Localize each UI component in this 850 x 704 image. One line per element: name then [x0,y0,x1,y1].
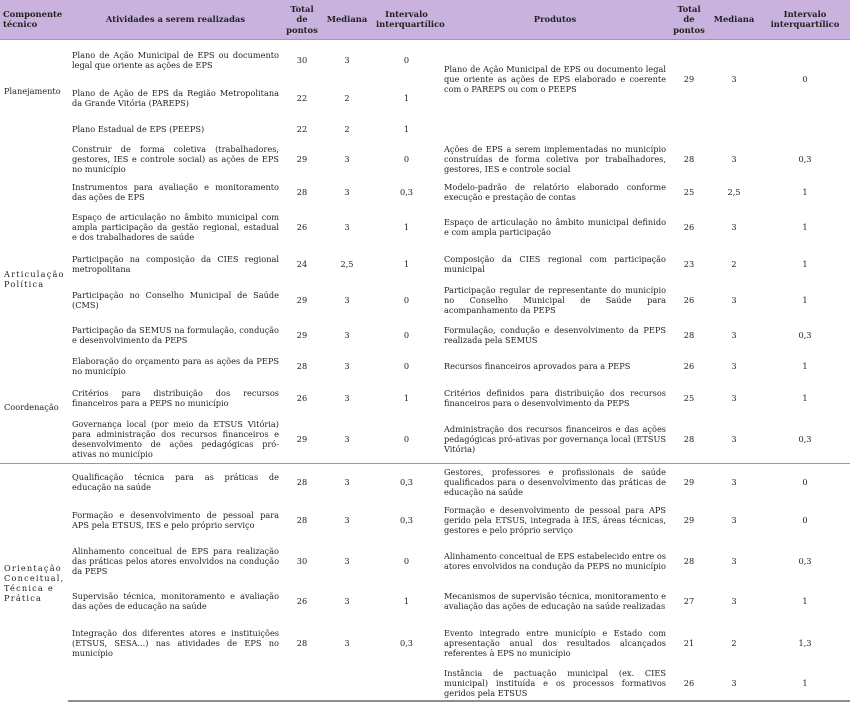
header-median-products: Mediana [708,0,760,39]
activity-cell: Plano de Ação de EPS da Região Metropolitana da Grande Vitória (PAREPS) [72,88,279,109]
product-iqr: 1 [802,295,808,306]
product-median: 3 [731,515,737,526]
product-iqr: 0,3 [798,154,812,165]
activity-total: 29 [296,434,308,444]
product-cell: Administração dos recursos financeiros e das ações pedagógicas pró-ativas por governança local (ETSUS Vitória) [444,424,666,454]
header-iqr: Intervalo interquartílico [373,0,440,39]
header-iqr-products: Intervalo interquartílico [760,0,850,39]
activity-cell: Instrumentos para avaliação e monitoramento das ações de EPS [72,182,279,203]
product-total: 25 [683,187,695,198]
activity-cell: Formação e desenvolvimento de pessoal para APS pela ETSUS, IES e pelo próprio serviço [72,510,279,531]
product-iqr: 0,3 [798,556,812,567]
product-total: 23 [683,259,695,270]
product-median: 3 [708,463,760,499]
activity-median: 3 [344,54,350,65]
component-articulacao: Articulação Política [4,269,65,290]
activity-total: 24 [296,259,308,270]
product-median: 3 [731,330,737,341]
table-row [0,177,850,207]
activity-median: 3 [344,596,350,607]
product-iqr: 0,3 [798,330,812,341]
product-median: 3 [731,361,737,372]
product-cell: Alinhamento conceitual de EPS estabelecido entre os atores envolvidos na condução da PEPS no município [444,551,666,572]
activity-total: 28 [296,187,308,198]
product-total: 29 [683,515,695,526]
table-row [0,665,850,701]
product-median: 3 [731,295,737,306]
activity-total: 29 [296,154,308,165]
activity-total: 28 [296,515,308,526]
product-median: 3 [731,393,737,404]
table-row [0,463,850,499]
activity-cell: Participação da SEMUS na formulação, condução e desenvolvimento da PEPS [72,325,279,346]
activity-cell: Espaço de articulação no âmbito municipal com ampla participação da gestão regional, estadual e dos trabalhadores de saúde [72,212,279,243]
activity-cell: Participação na composição da CIES regional metropolitana [72,254,279,275]
activity-cell: Participação no Conselho Municipal de Saúde (CMS) [72,290,279,311]
table-row [0,541,850,581]
activity-total: 26 [296,596,308,607]
product-iqr: 1 [802,222,808,233]
table-row [0,141,850,177]
product-iqr: 1 [760,665,850,701]
product-total: 28 [683,154,695,165]
activity-cell: Elaboração do orçamento para as ações da PEPS no município [72,356,279,377]
product-iqr: 1 [802,393,808,404]
activity-total: 28 [296,361,308,372]
product-iqr: 1 [802,259,808,270]
activity-median: 3 [344,638,350,649]
header-component: Componente técnico [0,0,68,39]
activity-median: 3 [344,515,350,526]
product-median: 2 [731,638,737,649]
activity-cell: Alinhamento conceitual de EPS para realização das práticas pelos atores envolvidos na condução da PEPS [72,546,279,577]
product-cell: Critérios definidos para distribuição dos recursos financeiros para o desenvolvimento da PEPS [444,388,666,409]
activity-total: 29 [296,330,308,341]
activity-iqr: 0,3 [399,187,414,198]
product-cell: Evento integrado entre município e Estado com apresentação anual dos resultados alcançados referentes à EPS no município [444,628,666,659]
activity-cell: Supervisão técnica, monitoramento e avaliação das ações de educação na saúde [72,591,279,612]
product-cell: Ações de EPS a serem implementadas no município construídas de forma coletiva por trabalhadores, gestores, IES e controle social [444,144,666,175]
product-cell: Espaço de articulação no âmbito municipal definido e com ampla participação [444,217,666,238]
product-iqr: 0 [802,515,808,526]
activity-iqr: 0 [403,330,410,341]
product-total: 28 [683,556,695,567]
activity-cell: Construir de forma coletiva (trabalhadores, gestores, IES e controle social) as ações de EPS no município [72,144,279,175]
activity-iqr: 0 [403,434,410,444]
product-median: 2,5 [727,187,741,198]
table-row [0,247,850,281]
activity-iqr: 1 [403,124,410,135]
product-median: 3 [731,73,737,84]
table-row [0,499,850,541]
table-row [0,319,850,351]
activity-median: 3 [344,361,350,372]
product-total: 29 [670,463,708,499]
activity-median: 3 [344,154,350,165]
activity-total: 26 [296,393,308,404]
activity-total: 22 [296,124,308,135]
activity-median: 2,5 [340,259,354,270]
product-median: 3 [731,556,737,567]
table-row [0,621,850,665]
product-median: 3 [731,222,737,233]
product-cell: Gestores, professores e profissionais de saúde qualificados para o desenvolvimento das práticas de educação na saúde [440,463,670,499]
activity-total: 29 [296,295,308,306]
activity-iqr: 0 [403,54,410,65]
activity-median: 3 [344,434,350,444]
activity-cell: Plano Estadual de EPS (PEEPS) [72,124,205,135]
activity-iqr: 1 [403,596,410,607]
product-iqr: 1,3 [798,638,812,649]
component-coordenacao: Coordenação [4,402,59,412]
product-cell: Formulação, condução e desenvolvimento da PEPS realizada pela SEMUS [444,325,666,346]
product-cell: Composição da CIES regional com participação municipal [444,254,666,275]
activity-cell: Critérios para distribuição dos recursos financeiros para a PEPS no município [72,388,279,409]
product-total: 28 [683,330,695,341]
activity-cell: Qualificação técnica para as práticas de educação na saúde [68,463,283,499]
activity-total: 22 [296,93,308,104]
activity-iqr: 1 [403,222,410,233]
product-total: 26 [683,361,695,372]
component-orientacao: Orientação Conceitual, Técnica e Prática [0,463,68,701]
activity-cell: Integração dos diferentes atores e instituições (ETSUS, SESA...) nas atividades de EPS no município [72,628,279,659]
product-total: 29 [683,73,695,84]
activity-iqr: 0,3 [373,463,440,499]
activity-total: 26 [296,222,308,233]
table-row [0,415,850,463]
activity-median: 3 [321,463,373,499]
header-products: Produtos [440,0,670,39]
activity-iqr: 0 [403,154,410,165]
product-total: 28 [683,434,695,444]
activity-iqr: 0,3 [399,515,414,526]
activity-iqr: 1 [403,259,410,270]
activity-median: 3 [344,330,350,341]
table-row [0,207,850,247]
activity-cell: Plano de Ação Municipal de EPS ou documento legal que oriente as ações de EPS [72,49,279,70]
table-row [0,117,850,141]
activity-median: 3 [344,187,350,198]
product-total: 26 [683,295,695,306]
table-row [0,281,850,319]
header-activities: Atividades a serem realizadas [68,0,283,39]
table-row [0,581,850,621]
activity-total: 30 [296,54,308,65]
product-iqr: 1 [802,361,808,372]
table-row [0,351,850,381]
activity-median: 2 [344,124,350,135]
header-total-products: Total de pontos [670,0,708,39]
product-total: 27 [683,596,695,607]
activity-iqr: 1 [403,93,410,104]
product-median: 2 [731,259,737,270]
header-total: Total de pontos [283,0,321,39]
product-iqr: 0 [760,463,850,499]
activity-median: 3 [344,556,350,567]
table-row [0,39,850,79]
product-iqr: 0,3 [798,434,812,444]
product-median: 3 [731,154,737,165]
activity-iqr: 1 [403,393,410,404]
table-row [0,381,850,415]
header-median: Mediana [321,0,373,39]
activity-total: 30 [296,556,308,567]
product-median: 3 [731,434,737,444]
activity-iqr: 0 [403,295,410,306]
activity-iqr: 0 [403,556,410,567]
product-cell: Participação regular de representante do município no Conselho Municipal de Saúde para acompanhamento da PEPS [444,285,666,316]
product-total: 26 [670,665,708,701]
product-cell: Instância de pactuação municipal (ex. CIES municipal) instituída e os processos formativos geridos pela ETSUS [440,665,670,701]
activity-median: 2 [344,93,350,104]
activity-iqr: 0,3 [399,638,414,649]
product-cell: Formação e desenvolvimento de pessoal para APS gerido pela ETSUS, integrada à IES, áreas técnicas, gestores e pelo próprio serviço [444,505,666,536]
activity-iqr: 0 [403,361,410,372]
activity-median: 3 [344,222,350,233]
product-cell: Modelo-padrão de relatório elaborado conforme execução e prestação de contas [444,182,666,203]
product-total: 25 [683,393,695,404]
component-planejamento: Planejamento [4,85,61,96]
product-iqr: 1 [802,596,808,607]
header-row [0,0,850,39]
product-iqr: 1 [802,187,808,198]
product-total: 21 [683,638,695,649]
product-cell: Plano de Ação Municipal de EPS ou documento legal que oriente as ações de EPS elaborado e coerente com o PAREPS ou com o PEEPS [444,63,666,94]
product-cell: Mecanismos de supervisão técnica, monitoramento e avaliação das ações de educação na saúde realizadas [444,591,666,612]
activity-total: 28 [296,638,308,649]
product-median: 3 [708,665,760,701]
activity-median: 3 [344,295,350,306]
activity-cell: Governança local (por meio da ETSUS Vitória) para administração dos recursos financeiros e desenvolvimento de ações pedagógicas pró-ativas no município [72,419,279,459]
product-median: 3 [731,596,737,607]
activity-total: 28 [283,463,321,499]
product-cell: Recursos financeiros aprovados para a PEPS [444,361,631,372]
activity-median: 3 [344,393,350,404]
product-iqr: 0 [802,73,808,84]
product-total: 26 [683,222,695,233]
